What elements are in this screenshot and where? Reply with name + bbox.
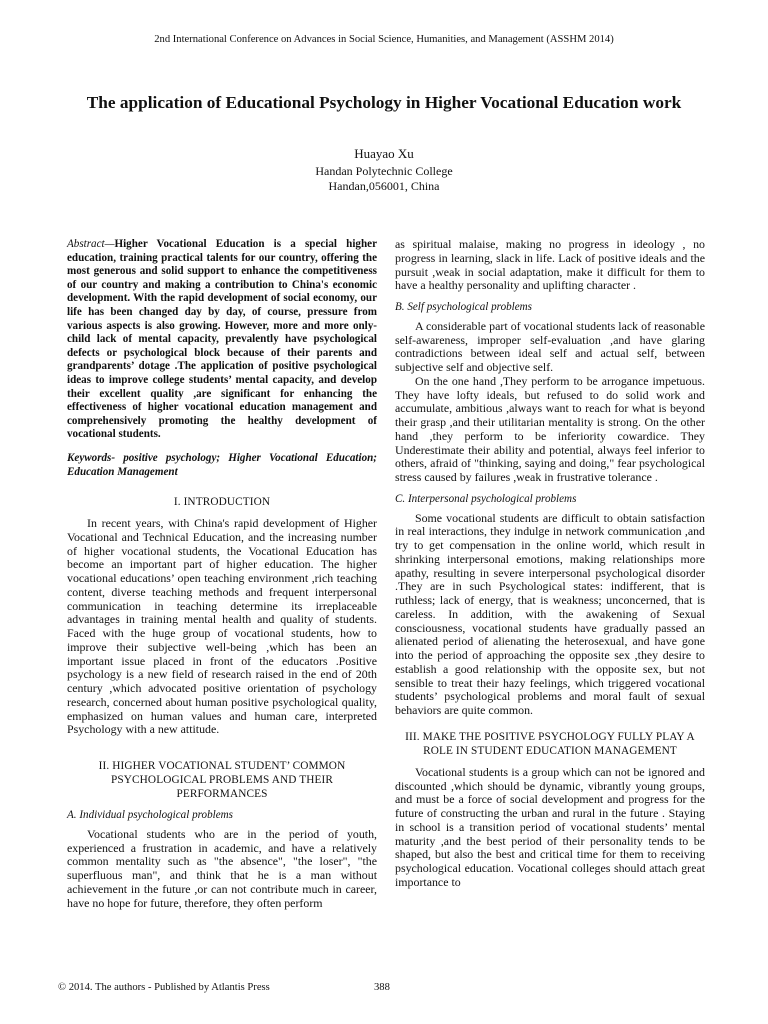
self-problems-paragraph-1: A considerable part of vocational students lack of reasonable self-awareness, improper self-evaluation ,and have glaring contradictions between ideal self and actual self, between subjective self and objective self. [395, 318, 705, 374]
page-number: 388 [374, 982, 390, 993]
affiliation [0, 164, 768, 194]
paper-title: The application of Educational Psychology in Higher Vocational Education work [86, 93, 682, 112]
author-name: Huayao Xu [354, 146, 414, 161]
subsection-heading-interpersonal: C. Interpersonal psychological problems [395, 492, 577, 505]
section-heading-positive-psychology [395, 730, 705, 758]
copyright-footer: © 2014. The authors - Published by Atlantis Press [58, 982, 270, 993]
section-heading-common-problems [67, 759, 377, 801]
positive-psychology-paragraph: Vocational students is a group which can not be ignored and discounted ,which should be dynamic, vibrantly young groups, and must be a force of social development and progress for the future of constructing the urban and rural in the future . Staying in school is a transition period of vocational students’ mental maturity ,and the best period of their personality tends to be shaped, but also the best and critical time for them to receiving psychological education. Vocational colleges should attach great importance to [395, 764, 705, 889]
section-heading-line-1: III. MAKE THE POSITIVE PSYCHOLOGY FULLY PLAY A [405, 730, 695, 743]
individual-problems-paragraph: Vocational students who are in the period of youth, experienced a frustration in academic, and have a relatively common mentality such as "the absence", "the loser", "the superfluous man", and think that he is a man without achievement in the future ,or can not contribute much in career, have no hope for future, therefore, they often perform [67, 826, 377, 910]
running-head: 2nd International Conference on Advances in Social Science, Humanities, and Management (ASSHM 2014) [154, 34, 614, 45]
introduction-paragraph: In recent years, with China's rapid development of Higher Vocational and Technical Education, and the increasing number of higher vocational students, the Vocational Education has become an important part of higher education. The higher vocational educations’ open teaching environment ,rich teaching content, diverse teaching methods and frequent interpersonal communication in teaching determine its irreplaceable advantages in training mental health and quality of students. Faced with the huge group of vocational students, how to improve their subjective well-being ,which has been an important issue placed in front of the educators .Positive psychology is a new field of research raised in the end of 20th century ,which advocated positive orientation of psychology research, concerned about human positive psychological quality, emphasized on human values and human care, interpreted Psychology with a new attitude. [67, 516, 377, 737]
abstract-text: Higher Vocational Education is a special higher education, training practical talents for our country, offering the most generous and solid support to enhance the competitiveness of our country and making a contribution to China's economic development. With the rapid development of social economy, our life has been changed day by day, of course, pressure from various aspects is also growing. However, more and more only-child lack of mental capacity, prevalently have psychological defects or psychological block because of their parents and grandparents’ dotage .The application of positive psychological ideas to improve college students’ mental capacity, and develop their excellent quality ,are significant for enhancing the effectiveness of higher vocational education management and comprehensively promoting the healthy development of vocational students. [67, 238, 377, 441]
section-heading-line-2: PSYCHOLOGICAL PROBLEMS AND THEIR PERFORMANCES [111, 774, 333, 801]
keywords: Keywords- positive psychology; Higher Vocational Education; Education Management [67, 451, 377, 478]
subsection-heading-individual: A. Individual psychological problems [67, 809, 233, 822]
abstract [67, 238, 377, 442]
self-problems-paragraph-2: On the one hand ,They perform to be arrogance impetuous. They have lofty ideals, but refused to do solid work and accumulate, ambitious ,always want to reach for what is beyond their grasp ,and their utilitarian mentality is strong. On the other hand ,they perform to be inferiority cowardice. They Underestimate their ability and potential, always feel inferior to others, afraid of "thinking, saying and doing," fear psychological stress caused by failures ,weak in frustrative tolerance . [395, 373, 705, 484]
section-heading-line-1: II. HIGHER VOCATIONAL STUDENT’ COMMON [98, 760, 346, 773]
left-column [67, 238, 377, 910]
continued-paragraph: as spiritual malaise, making no progress in ideology , no progress in learning, slack in life. Lack of positive ideals and the pursuit ,weak in social adaptation, make it difficult for them to have a healthy personality and uplifting character . [395, 237, 705, 293]
affiliation-line-1: Handan Polytechnic College [315, 164, 453, 178]
interpersonal-problems-paragraph: Some vocational students are difficult to obtain satisfaction in real interactions, they indulge in network communication ,and try to get compensation in the online world, which result in shrinking interpersonal emotions, making relationships more apathy, resulting in severe interpersonal psychological disorder .They are in such Psychological states: indifferent, that is ruthless; lack of energy, that is weakness; unconcerned, that is careless. In addition, with the awakening of Sexual consciousness, vocational students have gradually passed an alienated period of alienating the heterosexual, and have gone into the period of approaching the opposite sex ,they desire to establish a good relationship with the opposite sex, but not sensible to treat their hazy feelings, which triggered vocational students’ psychological problems and moral fault of sexual behaviors are quite common. [395, 510, 705, 717]
subsection-heading-self: B. Self psychological problems [395, 301, 533, 313]
abstract-label: Abstract— [67, 238, 115, 250]
section-heading-introduction: I. INTRODUCTION [173, 496, 271, 509]
section-heading-line-2: ROLE IN STUDENT EDUCATION MANAGEMENT [423, 744, 677, 757]
affiliation-line-2: Handan,056001, China [328, 179, 440, 193]
right-column [395, 238, 705, 890]
